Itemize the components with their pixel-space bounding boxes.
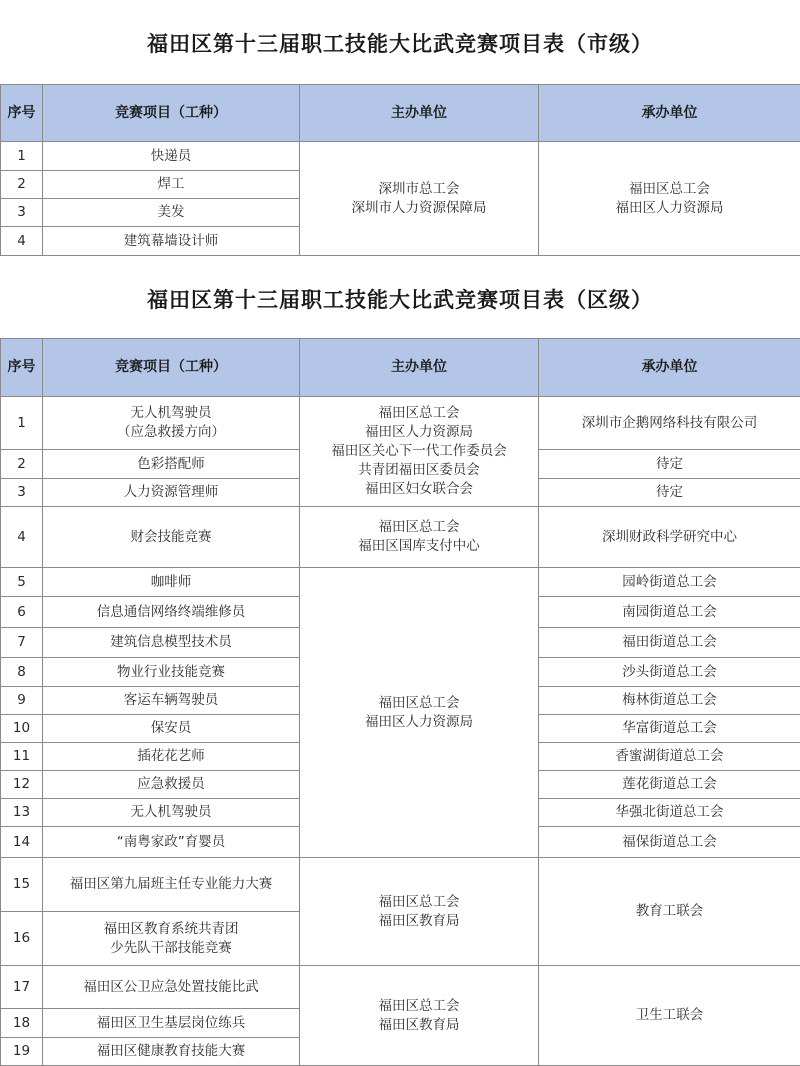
host-line: 福田区教育局 (300, 912, 538, 931)
organizer-cell: 卫生工联会 (539, 966, 800, 1066)
row-project: 财会技能竞赛 (43, 507, 300, 568)
row-seq: 16 (1, 912, 43, 966)
host-line: 福田区关心下一代工作委员会 (300, 442, 538, 461)
row-project: 焊工 (43, 171, 300, 199)
project-line: 少先队干部技能竞赛 (43, 939, 299, 958)
row-project: 咖啡师 (43, 568, 300, 597)
row-project: 信息通信网络终端维修员 (43, 597, 300, 628)
row-seq: 11 (1, 743, 43, 771)
row-organizer: 待定 (539, 479, 800, 507)
row-project: 快递员 (43, 142, 300, 171)
row-seq: 2 (1, 171, 43, 199)
row-project: 色彩搭配师 (43, 450, 300, 479)
host-cell (300, 858, 539, 966)
table-row (1, 397, 800, 450)
table-row (1, 966, 800, 1009)
row-organizer: 沙头街道总工会 (539, 658, 800, 687)
row-project (43, 397, 300, 450)
row-project: 福田区第九届班主任专业能力大赛 (43, 858, 300, 912)
header-seq: 序号 (1, 85, 43, 142)
host-line: 福田区总工会 (300, 518, 538, 537)
host-line: 福田区总工会 (300, 404, 538, 423)
row-seq: 3 (1, 479, 43, 507)
host-line: 共青团福田区委员会 (300, 461, 538, 480)
host-line: 福田区总工会 (300, 694, 538, 713)
row-organizer: 梅林街道总工会 (539, 687, 800, 715)
row-seq: 3 (1, 199, 43, 227)
row-project: “南粤家政”育婴员 (43, 827, 300, 858)
row-organizer: 深圳财政科学研究中心 (539, 507, 800, 568)
host-cell (300, 507, 539, 568)
row-seq: 4 (1, 507, 43, 568)
host-line: 福田区总工会 (300, 997, 538, 1016)
host-cell (300, 397, 539, 507)
header-row (1, 85, 800, 142)
city-table (0, 84, 800, 256)
row-seq: 14 (1, 827, 43, 858)
host-cell (300, 966, 539, 1066)
header-host: 主办单位 (300, 85, 539, 142)
host-cell (300, 568, 539, 858)
host-line: 福田区人力资源局 (300, 713, 538, 732)
project-line: 福田区教育系统共青团 (43, 920, 299, 939)
row-project: 人力资源管理师 (43, 479, 300, 507)
row-seq: 12 (1, 771, 43, 799)
host-line: 深圳市总工会 (300, 180, 538, 199)
header-organizer: 承办单位 (539, 339, 800, 397)
row-seq: 1 (1, 397, 43, 450)
host-line: 福田区总工会 (300, 893, 538, 912)
row-organizer: 园岭街道总工会 (539, 568, 800, 597)
row-organizer: 福保街道总工会 (539, 827, 800, 858)
row-project: 建筑信息模型技术员 (43, 628, 300, 658)
header-project: 竞赛项目（工种） (43, 85, 300, 142)
row-organizer: 莲花街道总工会 (539, 771, 800, 799)
row-project: 应急救援员 (43, 771, 300, 799)
header-host: 主办单位 (300, 339, 539, 397)
row-seq: 15 (1, 858, 43, 912)
row-organizer: 香蜜湖街道总工会 (539, 743, 800, 771)
header-organizer: 承办单位 (539, 85, 800, 142)
host-line: 福田区人力资源局 (300, 423, 538, 442)
row-organizer: 福田街道总工会 (539, 628, 800, 658)
organizer-cell: 教育工联会 (539, 858, 800, 966)
row-seq: 5 (1, 568, 43, 597)
row-organizer: 华强北街道总工会 (539, 799, 800, 827)
row-seq: 6 (1, 597, 43, 628)
row-organizer: 深圳市企鹅网络科技有限公司 (539, 397, 800, 450)
project-line: （应急救援方向） (43, 423, 299, 442)
row-project: 物业行业技能竞赛 (43, 658, 300, 687)
row-seq: 7 (1, 628, 43, 658)
row-seq: 10 (1, 715, 43, 743)
row-project: 建筑幕墙设计师 (43, 227, 300, 256)
row-seq: 4 (1, 227, 43, 256)
row-seq: 1 (1, 142, 43, 171)
row-seq: 19 (1, 1038, 43, 1066)
row-organizer: 南园街道总工会 (539, 597, 800, 628)
row-project: 无人机驾驶员 (43, 799, 300, 827)
project-line: 无人机驾驶员 (43, 404, 299, 423)
host-line: 福田区妇女联合会 (300, 480, 538, 499)
organizer-line: 福田区人力资源局 (539, 199, 800, 218)
table-row (1, 858, 800, 912)
row-organizer: 待定 (539, 450, 800, 479)
host-line: 福田区教育局 (300, 1016, 538, 1035)
row-seq: 18 (1, 1009, 43, 1038)
row-project: 插花花艺师 (43, 743, 300, 771)
row-seq: 8 (1, 658, 43, 687)
table-row (1, 507, 800, 568)
row-project: 保安员 (43, 715, 300, 743)
row-project: 客运车辆驾驶员 (43, 687, 300, 715)
district-table-title: 福田区第十三届职工技能大比武竞赛项目表（区级） (0, 284, 800, 314)
row-project: 福田区健康教育技能大赛 (43, 1038, 300, 1066)
row-project: 福田区卫生基层岗位练兵 (43, 1009, 300, 1038)
organizer-cell (539, 142, 800, 256)
header-row (1, 339, 800, 397)
header-seq: 序号 (1, 339, 43, 397)
row-seq: 2 (1, 450, 43, 479)
row-project: 福田区公卫应急处置技能比武 (43, 966, 300, 1009)
row-seq: 9 (1, 687, 43, 715)
header-project: 竞赛项目（工种） (43, 339, 300, 397)
host-line: 深圳市人力资源保障局 (300, 199, 538, 218)
district-table (0, 338, 800, 1066)
row-seq: 17 (1, 966, 43, 1009)
row-project (43, 912, 300, 966)
host-cell (300, 142, 539, 256)
row-project: 美发 (43, 199, 300, 227)
organizer-line: 福田区总工会 (539, 180, 800, 199)
row-organizer: 华富街道总工会 (539, 715, 800, 743)
table-row (1, 568, 800, 597)
row-seq: 13 (1, 799, 43, 827)
table-row (1, 142, 800, 171)
host-line: 福田区国库支付中心 (300, 537, 538, 556)
city-table-title: 福田区第十三届职工技能大比武竞赛项目表（市级） (0, 28, 800, 58)
